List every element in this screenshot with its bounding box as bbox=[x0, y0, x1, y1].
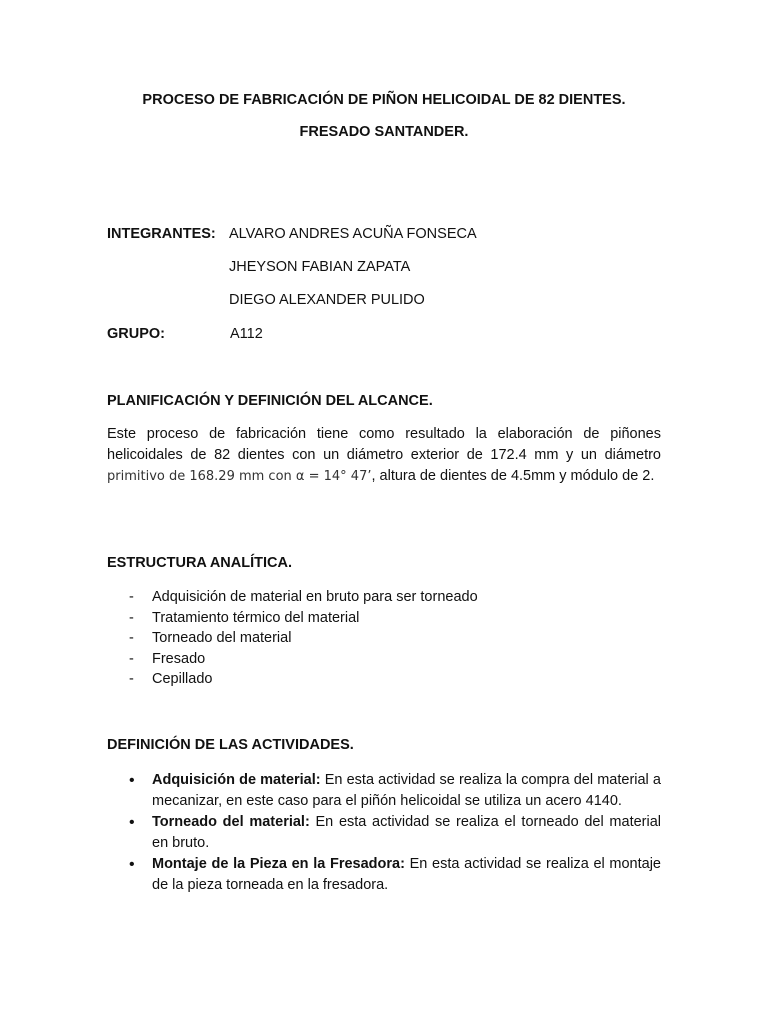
bullet-dot: • bbox=[129, 814, 135, 831]
dash-bullet: - bbox=[129, 650, 134, 667]
list-item bbox=[129, 854, 661, 896]
section-heading-planificacion: PLANIFICACIÓN Y DEFINICIÓN DEL ALCANCE. bbox=[107, 393, 433, 409]
activity-text: En esta actividad se realiza la compra del material a mecanizar, en este caso para el piñón helicoidal se utiliza un acero 4140. bbox=[152, 772, 661, 809]
planificacion-paragraph bbox=[107, 424, 661, 487]
activity-label: Adquisición de material: bbox=[152, 772, 321, 788]
estructura-list bbox=[129, 587, 669, 690]
list-item bbox=[129, 812, 661, 854]
list-item bbox=[129, 608, 669, 629]
grupo-value: A112 bbox=[230, 326, 263, 342]
document-subtitle: FRESADO SANTANDER. bbox=[299, 124, 469, 140]
bullet-dot: • bbox=[129, 856, 135, 873]
grupo-label: GRUPO: bbox=[107, 326, 165, 342]
section-heading-estructura: ESTRUCTURA ANALÍTICA. bbox=[107, 555, 292, 571]
activity-label: Montaje de la Pieza en la Fresadora: bbox=[152, 856, 405, 872]
document-title: PROCESO DE FABRICACIÓN DE PIÑON HELICOIDAL DE 82 DIENTES. bbox=[142, 92, 626, 108]
list-item-text: Fresado bbox=[152, 650, 206, 667]
list-item bbox=[129, 587, 669, 608]
activity-text: En esta actividad se realiza el montaje de la pieza torneada en la fresadora. bbox=[152, 856, 661, 893]
list-item bbox=[129, 669, 669, 690]
list-item bbox=[129, 628, 669, 649]
section-heading-definicion: DEFINICIÓN DE LAS ACTIVIDADES. bbox=[107, 737, 354, 753]
dash-bullet: - bbox=[129, 630, 134, 646]
list-item-text: Tratamiento térmico del material bbox=[152, 609, 360, 626]
actividades-list bbox=[129, 770, 661, 896]
paragraph-text: Este proceso de fabricación tiene como resultado la elaboración de piñones helicoidales de 82 dientes con un diámetro exterior de 172.4 mm y un diámetro bbox=[107, 426, 661, 463]
integrantes-label: INTEGRANTES: bbox=[107, 226, 216, 242]
dash-bullet: - bbox=[129, 589, 134, 605]
paragraph-text-inserted: primitivo de 168.29 mm con α = 14° 47’ bbox=[107, 469, 372, 484]
dash-bullet: - bbox=[129, 671, 134, 687]
paragraph-text: , altura de dientes de 4.5mm y módulo de 2. bbox=[371, 468, 655, 484]
list-item bbox=[129, 770, 661, 812]
dash-bullet: - bbox=[129, 609, 134, 626]
activity-text: En esta actividad se realiza el torneado del material en bruto. bbox=[152, 814, 662, 851]
activity-label: Torneado del material: bbox=[152, 814, 310, 830]
integrante-name: DIEGO ALEXANDER PULIDO bbox=[229, 292, 425, 308]
list-item bbox=[129, 649, 669, 670]
integrante-name: JHEYSON FABIAN ZAPATA bbox=[229, 259, 411, 275]
list-item-text: Cepillado bbox=[152, 671, 213, 687]
integrante-name: ALVARO ANDRES ACUÑA FONSECA bbox=[229, 226, 477, 242]
list-item-text: Torneado del material bbox=[152, 630, 292, 646]
bullet-dot: • bbox=[129, 772, 135, 789]
list-item-text: Adquisición de material en bruto para ser torneado bbox=[152, 589, 478, 605]
